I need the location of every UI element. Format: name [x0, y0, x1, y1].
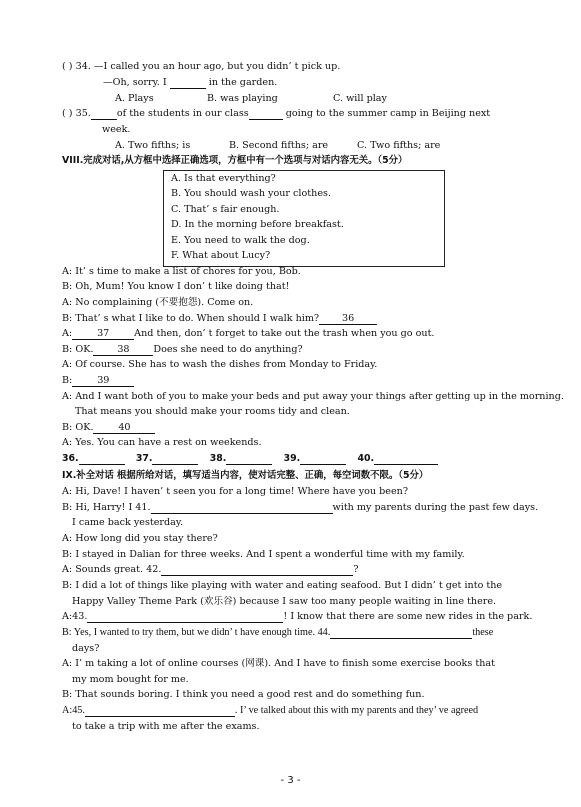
dialog-line-5: [62, 328, 434, 340]
ix-line-1: A: Hi, Dave! I haven’ t seen you for a long time! Where have you been?: [62, 486, 408, 497]
ix-line-7: [62, 611, 532, 623]
blank-37[interactable]: 37: [72, 328, 134, 340]
answer-label-40: 40.: [357, 453, 375, 464]
d10-speaker: B: OK.: [62, 422, 94, 433]
l2-text-a: B: Hi, Harry! I 41.: [62, 502, 151, 513]
dialog-line-1: A: It’ s time to make a list of chores for you, Bob.: [62, 266, 301, 277]
ix-line-9b: my mom bought for me.: [72, 674, 189, 685]
q35-option-b: B. Second fifths; are: [229, 140, 329, 151]
answer-blank[interactable]: [91, 108, 117, 120]
d6-speaker: B: OK.: [62, 344, 94, 355]
d5-text: And then, don’ t forget to take out the trash when you go out.: [134, 328, 435, 339]
option-b: B. You should wash your clothes.: [171, 188, 331, 199]
answer-38-field[interactable]: [226, 453, 272, 465]
answer-row: [62, 453, 438, 465]
dialog-line-6: [62, 344, 303, 356]
ix-line-11c: to take a trip with me after the exams.: [72, 721, 260, 732]
answer-label-36: 36.: [62, 453, 79, 464]
blank-39[interactable]: 39: [72, 375, 134, 387]
page-number: - 3 -: [280, 775, 301, 786]
option-c: C. That’ s fair enough.: [171, 204, 280, 215]
d6-text: Does she need to do anything?: [153, 344, 303, 355]
question-35-cont: week.: [102, 124, 131, 135]
ix-line-2: [62, 502, 538, 514]
section-8-heading: VIII.完成对话,从方框中选择正确选项，方框中有一个选项与对话内容无关。（5分）: [62, 155, 408, 166]
blank-44[interactable]: [330, 627, 472, 639]
l8-text-a: B: Yes, I wanted to try them, but we didn’ t have enough time. 44.: [62, 627, 331, 638]
answer-37-field[interactable]: [152, 453, 198, 465]
dialog-line-11: A: Yes. You can have a rest on weekends.: [62, 437, 262, 448]
answer-label-37: 37.: [135, 453, 153, 464]
option-e: E. You need to walk the dog.: [171, 235, 310, 246]
blank-40[interactable]: 40: [93, 422, 155, 434]
ix-line-8c: days?: [72, 643, 100, 654]
dialog-line-8: [62, 375, 134, 387]
q34-text-a: —Oh, sorry. I: [103, 77, 170, 88]
l2-text-b: with my parents during the past few days.: [332, 502, 539, 513]
ix-line-5: [62, 564, 359, 576]
q35-option-a: A. Two fifths; is: [115, 140, 191, 151]
q34-option-a: A. Plays: [115, 93, 154, 104]
ix-line-3: A: How long did you stay there?: [62, 533, 218, 544]
answer-label-39: 39.: [283, 453, 301, 464]
ix-line-6b: Happy Valley Theme Park (欢乐谷) because I saw too many people waiting in line there.: [72, 596, 497, 607]
option-a: A. Is that everything?: [171, 173, 276, 184]
l8-text-b: these: [472, 627, 494, 638]
q34-option-b: B. was playing: [207, 93, 278, 104]
answer-39-field[interactable]: [300, 453, 346, 465]
q35-text-c: going to the summer camp in Beijing next: [282, 108, 491, 119]
blank-38[interactable]: 38: [93, 344, 153, 356]
l5-text-a: A: Sounds great. 42.: [62, 564, 162, 575]
dialog-line-2: B: Oh, Mum! You know I don’ t like doing that!: [62, 281, 290, 292]
dialog-line-4: [62, 313, 377, 325]
d5-speaker: A:: [62, 328, 73, 339]
ix-line-2c: I came back yesterday.: [72, 517, 184, 528]
dialog-line-10: [62, 422, 155, 434]
d4-text: B: That’ s what I like to do. When should I walk him?: [62, 313, 320, 324]
answer-label-38: 38.: [209, 453, 227, 464]
l7-text-b: ! I know that there are some new rides in the park.: [283, 611, 533, 622]
ix-line-10: B: That sounds boring. I think you need a good rest and do something fun.: [62, 689, 425, 700]
q34-text-b: in the garden.: [205, 77, 278, 88]
d8-speaker: B:: [62, 375, 73, 386]
dialog-line-9: A: And I want both of you to make your beds and put away your things after getting up in the morning.: [62, 391, 564, 402]
ix-line-11: [62, 705, 478, 717]
l7-text-a: A:43.: [62, 611, 88, 622]
dialog-line-9b: That means you should make your rooms tidy and clean.: [75, 406, 350, 417]
answer-blank[interactable]: [170, 77, 206, 89]
answer-40-field[interactable]: [374, 453, 438, 465]
section-9-heading: IX.补全对话 根据所给对话，填写适当内容，使对话完整、正确，每空词数不限。（5分）: [62, 470, 429, 481]
l11-text-a: A:45.: [62, 705, 85, 716]
q35-text-a: ( ) 35.: [62, 108, 91, 119]
answer-36-field[interactable]: [79, 453, 125, 465]
question-34-stem: ( ) 34. —I called you an hour ago, but you didn’ t pick up.: [62, 61, 341, 72]
dialog-line-7: A: Of course. She has to wash the dishes from Monday to Friday.: [62, 359, 378, 370]
blank-41[interactable]: [151, 502, 333, 514]
ix-line-4: B: I stayed in Dalian for three weeks. And I spent a wonderful time with my family.: [62, 549, 465, 560]
answer-blank[interactable]: [249, 108, 283, 120]
blank-36[interactable]: 36: [319, 313, 377, 325]
l5-text-b: ?: [353, 564, 359, 575]
options-box: [163, 170, 445, 267]
blank-45[interactable]: [85, 705, 235, 717]
dialog-line-3: A: No complaining (不要抱怨). Come on.: [62, 297, 254, 308]
blank-43[interactable]: [87, 611, 283, 623]
q35-text-b: of the students in our class: [116, 108, 249, 119]
q34-option-c: C. will play: [333, 93, 387, 104]
ix-line-9: A: I’ m taking a lot of online courses (网课). And I have to finish some exercise books that: [62, 658, 495, 669]
q35-option-c: C. Two fifths; are: [357, 140, 441, 151]
option-d: D. In the morning before breakfast.: [171, 219, 344, 230]
question-34-line2: [103, 77, 277, 89]
ix-line-6: B: I did a lot of things like playing with water and eating seafood. But I didn’ t get into the: [62, 580, 503, 591]
blank-42[interactable]: [161, 564, 353, 576]
l11-text-b: . I’ ve talked about this with my parents and they’ ve agreed: [234, 705, 479, 716]
question-35-stem: [62, 108, 490, 120]
ix-line-8: [62, 627, 493, 639]
option-f: F. What about Lucy?: [171, 250, 271, 261]
